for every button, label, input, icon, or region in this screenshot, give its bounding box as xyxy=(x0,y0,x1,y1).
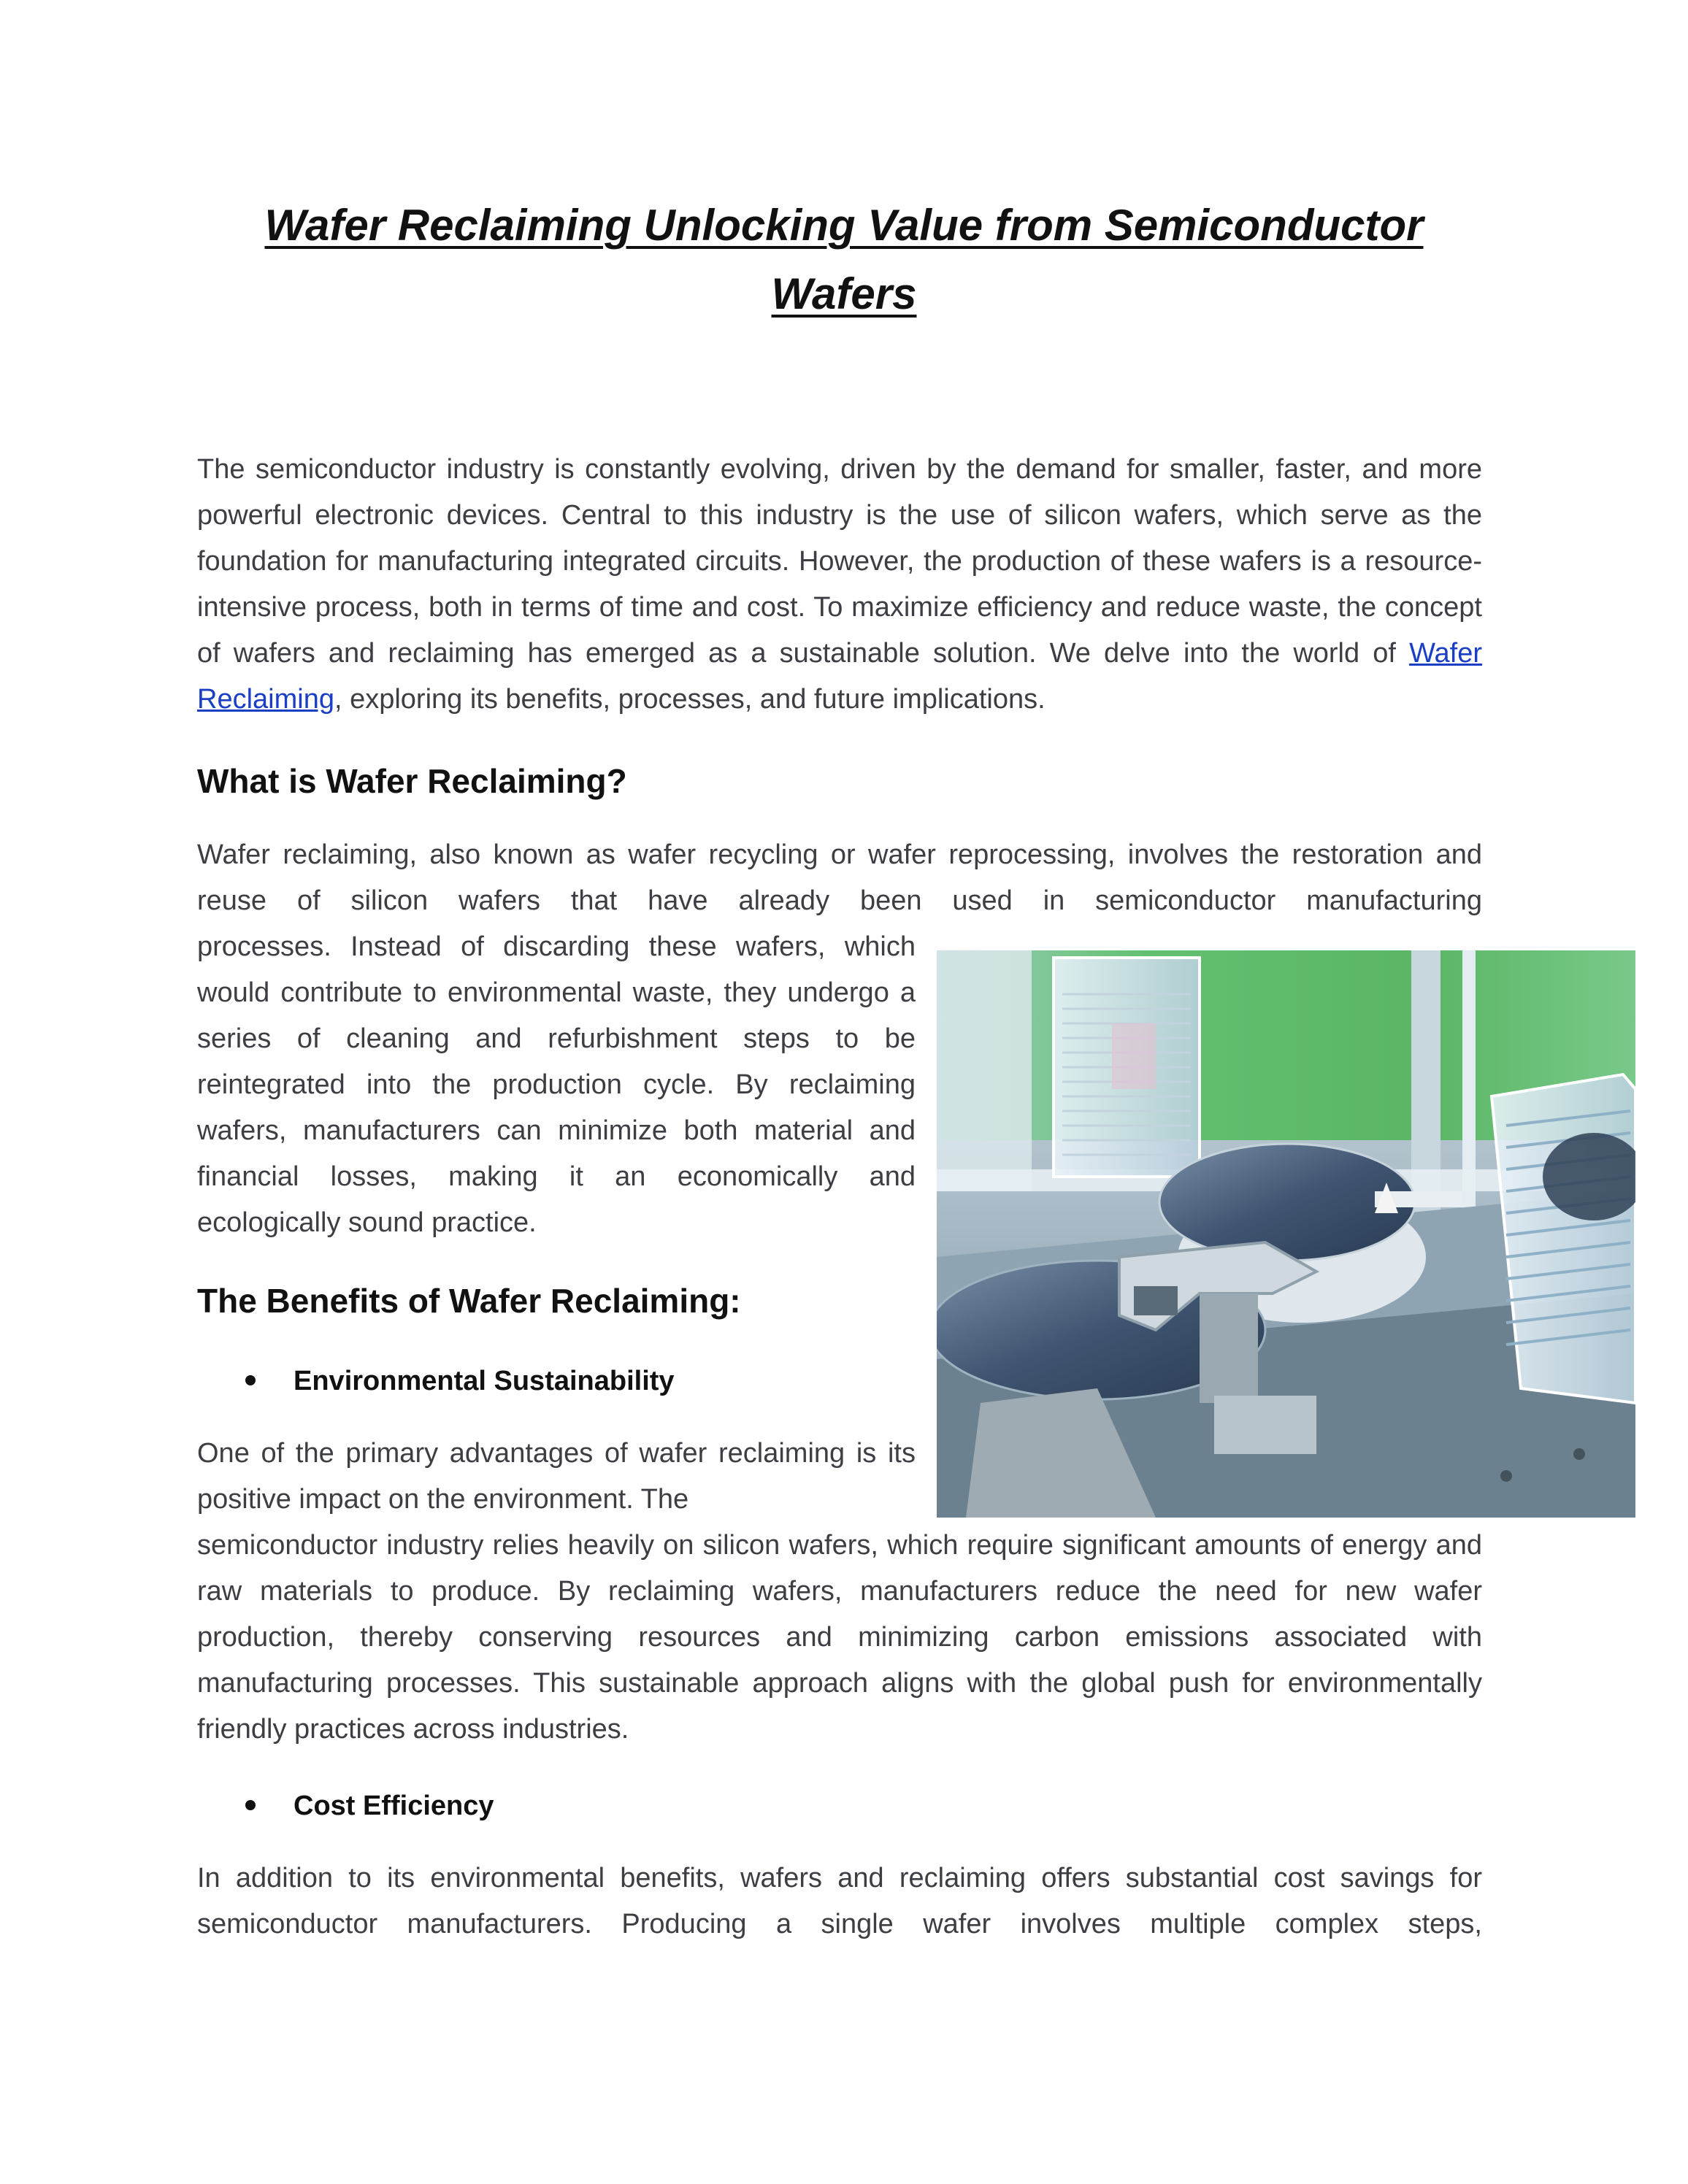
page-title: Wafer Reclaiming Unlocking Value from Semiconductor Wafers xyxy=(264,201,1424,318)
environment-paragraph-full: semiconductor industry relies heavily on silicon wafers, which require significant amounts of energy and raw materials to produce. By reclaiming wafers, manufacturers reduce the need for new wafer production, thereby conserving resources and minimizing carbon emissions associated with manufacturing processes. This sustainable approach aligns with the global push for environmentally friendly practices across industries. xyxy=(197,1530,1482,1745)
bullet-label: Environmental Sustainability xyxy=(294,1366,675,1396)
what-paragraph-wrapped: processes. Instead of discarding these wafers, which would contribute to environmental waste, they undergo a series of cleaning and refurbishment steps to be reintegrated into the production cycle. By reclaiming wafers, manufacturers can minimize both material and financial losses, making it an economically and ecologically sound practice. xyxy=(197,931,916,1238)
intro-text-end: , exploring its benefits, processes, and future implications. xyxy=(334,684,1046,715)
section-heading-benefits: The Benefits of Wafer Reclaiming: xyxy=(197,1282,741,1320)
bullet-dot xyxy=(245,1800,256,1810)
intro-paragraph xyxy=(197,447,1482,723)
bullet-cost-efficiency xyxy=(245,1787,494,1825)
cost-paragraph: In addition to its environmental benefits, wafers and reclaiming offers substantial cost savings for semiconductor manufacturers. Producing a single wafer involves multiple complex steps, xyxy=(197,1863,1482,1939)
section-heading-what: What is Wafer Reclaiming? xyxy=(197,762,627,800)
wafer-cassette-left xyxy=(1054,958,1200,1177)
bullet-label: Cost Efficiency xyxy=(294,1791,494,1821)
wafer-equipment-image xyxy=(937,950,1635,1518)
intro-text-start: The semiconductor industry is constantly evolving, driven by the demand for smaller, faster, and more powerful electronic devices. Central to this industry is the use of silicon wafers, which serve as the foundation for manufacturing integrated circuits. However, the production of these wafers is a resource-intensive process, both in terms of time and cost. To maximize efficiency and reduce waste, the concept of wafers and reclaiming has emerged as a sustainable solution. We delve into the world of xyxy=(197,454,1482,669)
bullet-environmental-sustainability xyxy=(245,1362,675,1400)
wafer-reclaiming-link[interactable]: Wafer Reclaiming xyxy=(197,638,1482,715)
what-paragraph-top: Wafer reclaiming, also known as wafer recycling or wafer reprocessing, involves the restoration and reuse of silicon wafers that have already been used in semiconductor manufacturing xyxy=(197,839,1482,916)
environment-paragraph-wrapped: One of the primary advantages of wafer reclaiming is its positive impact on the environment. The xyxy=(197,1438,916,1515)
bullet-dot xyxy=(245,1375,256,1385)
